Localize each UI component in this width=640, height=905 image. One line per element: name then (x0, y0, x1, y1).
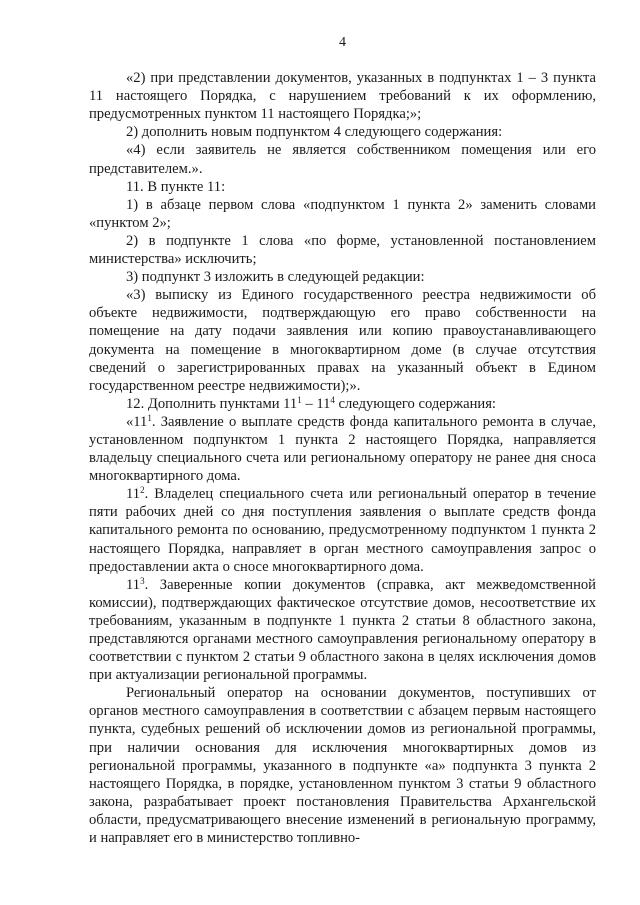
paragraph-9-pre: 12. Дополнить пунктами 11 (126, 395, 298, 412)
paragraph-10-post: . Заявление о выплате средств фонда капитального ремонта в случае, установленном подпунктом 1 пункта 2 настоящего Порядка, направляется владельцу специального счета или региональному оператору не ранее дня сноса многоквартирного дома. (89, 413, 596, 485)
paragraph-9-post: следующего содержания: (334, 395, 496, 412)
paragraph-7: 3) подпункт 3 изложить в следующей редакции: (126, 269, 425, 286)
paragraph-12-sup: 3 (140, 575, 145, 586)
paragraph-9-sup2: 4 (330, 394, 335, 405)
paragraph-11-sup: 2 (140, 485, 145, 496)
paragraph-10 (89, 413, 596, 485)
paragraph-13: Региональный оператор на основании документов, поступивших от органов местного самоуправления в соответствии с абзацем первым настоящего пункта, судебных решений об исключении домов из региональной программы, при наличии основания для исключения многоквартирных домов из региональной программы, указанного в подпункте «а» подпункта 3 пункта 2 настоящего Порядка, в порядке, установленном пунктом 3 статьи 9 областного закона, разрабатывает проект постановления Правительства Архангельской области, предусматривающего внесение изменений в региональную программу, и направляет его в министерство топливно- (89, 685, 596, 847)
paragraph-6: 2) в подпункте 1 слова «по форме, установленной постановлением министерства» исключить; (89, 232, 596, 268)
paragraph-12 (89, 576, 596, 685)
page-number: 4 (339, 35, 346, 50)
paragraph-9 (89, 395, 596, 413)
paragraph-4: 11. В пункте 11: (126, 178, 226, 195)
paragraph-8: «3) выписку из Единого государственного реестра недвижимости об объекте недвижимости, подтверждающую его право собственности на помещение на дату подачи заявления или копию правоустанавливающего документа на помещение в многоквартирном доме (в случае отсутствия сведений о зарегистрированных правах на указанный объект в Едином государственном реестре недвижимости);». (89, 287, 596, 394)
paragraph-9-sup: 1 (297, 394, 302, 405)
paragraph-5: 1) в абзаце первом слова «подпунктом 1 пункта 2» заменить словами «пунктом 2»; (89, 196, 596, 231)
paragraph-12-post: . Заверенные копии документов (справка, акт межведомственной комиссии), подтверждающих фактическое отсутствие домов, несоответствие их требованиям, указанным в подпункте 1 пункта 2 статьи 8 областного закона, представляются органами местного самоуправления региональному оператору в соответствии с пунктом 2 статьи 9 областного закона в целях исключения домов при актуализации региональной программы. (89, 576, 596, 684)
paragraph-12-pre: 11 (126, 576, 141, 593)
paragraph-10-sup: 1 (147, 412, 152, 423)
paragraph-10-pre: «11 (126, 413, 148, 430)
paragraph-1: «2) при представлении документов, указанных в подпунктах 1 – 3 пункта 11 настоящего Порядка, с нарушением требований к их оформлению, предусмотренных пунктом 11 настоящего Порядка;»; (89, 70, 596, 123)
paragraph-9-mid: – 11 (301, 395, 331, 412)
paragraph-11 (89, 485, 596, 575)
paragraph-11-post: . Владелец специального счета или региональный оператор в течение пяти рабочих дней со дня поступления заявления о выплате средств фонда капитального ремонта по основанию, предусмотренному подпунктом 1 пункта 2 настоящего Порядка, направляет в орган местного самоуправления запрос о предоставлении акта о сносе многоквартирного дома. (89, 486, 596, 575)
paragraph-3: «4) если заявитель не является собственником помещения или его представителем.». (89, 142, 596, 177)
paragraph-11-pre: 11 (126, 486, 141, 503)
paragraph-2: 2) дополнить новым подпунктом 4 следующего содержания: (126, 124, 503, 141)
